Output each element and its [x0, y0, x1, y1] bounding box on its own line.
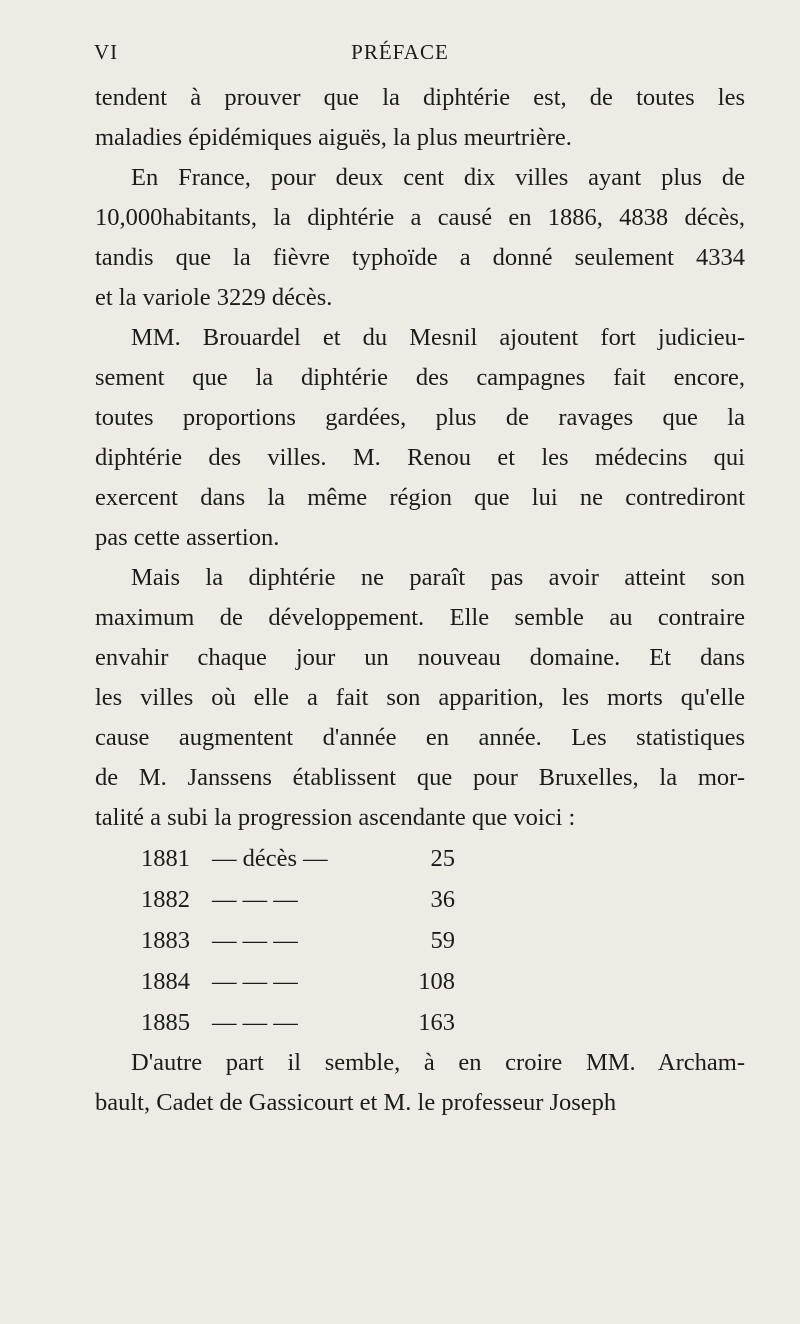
text-line: bault, Cadet de Gassicourt et M. le professeur Joseph: [95, 1089, 617, 1116]
text-line: envahir chaque jour un nouveau domaine. Et dans: [95, 644, 745, 671]
table-row: [95, 920, 745, 961]
text-line: cause augmentent d'année en année. Les statistiques: [95, 724, 745, 751]
closing-paragraph: [95, 1043, 745, 1123]
table-value: 108: [418, 968, 455, 995]
table-separator: — décès —: [212, 845, 328, 872]
paragraph: [95, 558, 745, 838]
table-row: [95, 879, 745, 920]
text-line: les villes où elle a fait son apparition, les morts qu'elle: [95, 684, 745, 711]
text-line: pas cette assertion.: [95, 524, 280, 551]
text-line: de M. Janssens établissent que pour Bruxelles, la mor-: [95, 764, 745, 791]
table-year: 1883: [141, 927, 190, 954]
text-line: Mais la diphtérie ne paraît pas avoir atteint son: [131, 564, 745, 591]
table-value: 25: [430, 845, 455, 872]
text-line: 10,000habitants, la diphtérie a causé en 1886, 4838 décès,: [95, 204, 745, 231]
body-text: [95, 78, 745, 1123]
text-line: et la variole 3229 décès.: [95, 284, 333, 311]
text-line: diphtérie des villes. M. Renou et les médecins qui: [95, 444, 745, 471]
table-separator: — — —: [212, 886, 298, 913]
text-line: maladies épidémiques aiguës, la plus meurtrière.: [95, 124, 572, 151]
table-value: 36: [430, 886, 455, 913]
text-line: MM. Brouardel et du Mesnil ajoutent fort judicieu-: [131, 324, 745, 351]
text-line: exercent dans la même région que lui ne contrediront: [95, 484, 745, 511]
mortality-table: [95, 838, 745, 1043]
table-separator: — — —: [212, 927, 298, 954]
table-year: 1881: [141, 845, 190, 872]
table-separator: — — —: [212, 968, 298, 995]
table-year: 1882: [141, 886, 190, 913]
paragraph: [95, 158, 745, 318]
table-row: [95, 838, 745, 879]
paragraphs: [95, 78, 745, 838]
table-value: 163: [418, 1009, 455, 1036]
text-line: tandis que la fièvre typhoïde a donné seulement 4334: [95, 244, 745, 271]
running-title: PRÉFACE: [351, 40, 449, 64]
table-year: 1884: [141, 968, 190, 995]
paragraph: [95, 1043, 745, 1123]
text-line: maximum de développement. Elle semble au contraire: [95, 604, 745, 631]
text-line: sement que la diphtérie des campagnes fait encore,: [95, 364, 745, 391]
text-line: tendent à prouver que la diphtérie est, de toutes les: [95, 84, 745, 111]
table-row: [95, 961, 745, 1002]
table-separator: — — —: [212, 1009, 298, 1036]
table-value: 59: [430, 927, 455, 954]
table-year: 1885: [141, 1009, 190, 1036]
text-line: toutes proportions gardées, plus de ravages que la: [95, 404, 745, 431]
text-line: En France, pour deux cent dix villes ayant plus de: [131, 164, 745, 191]
text-line: D'autre part il semble, à en croire MM. Archam-: [131, 1049, 745, 1076]
paragraph: [95, 78, 745, 158]
page-header: [0, 40, 800, 70]
text-line: talité a subi la progression ascendante que voici :: [95, 804, 576, 831]
paragraph: [95, 318, 745, 558]
page-folio: VI: [94, 40, 119, 64]
table-row: [95, 1002, 745, 1043]
